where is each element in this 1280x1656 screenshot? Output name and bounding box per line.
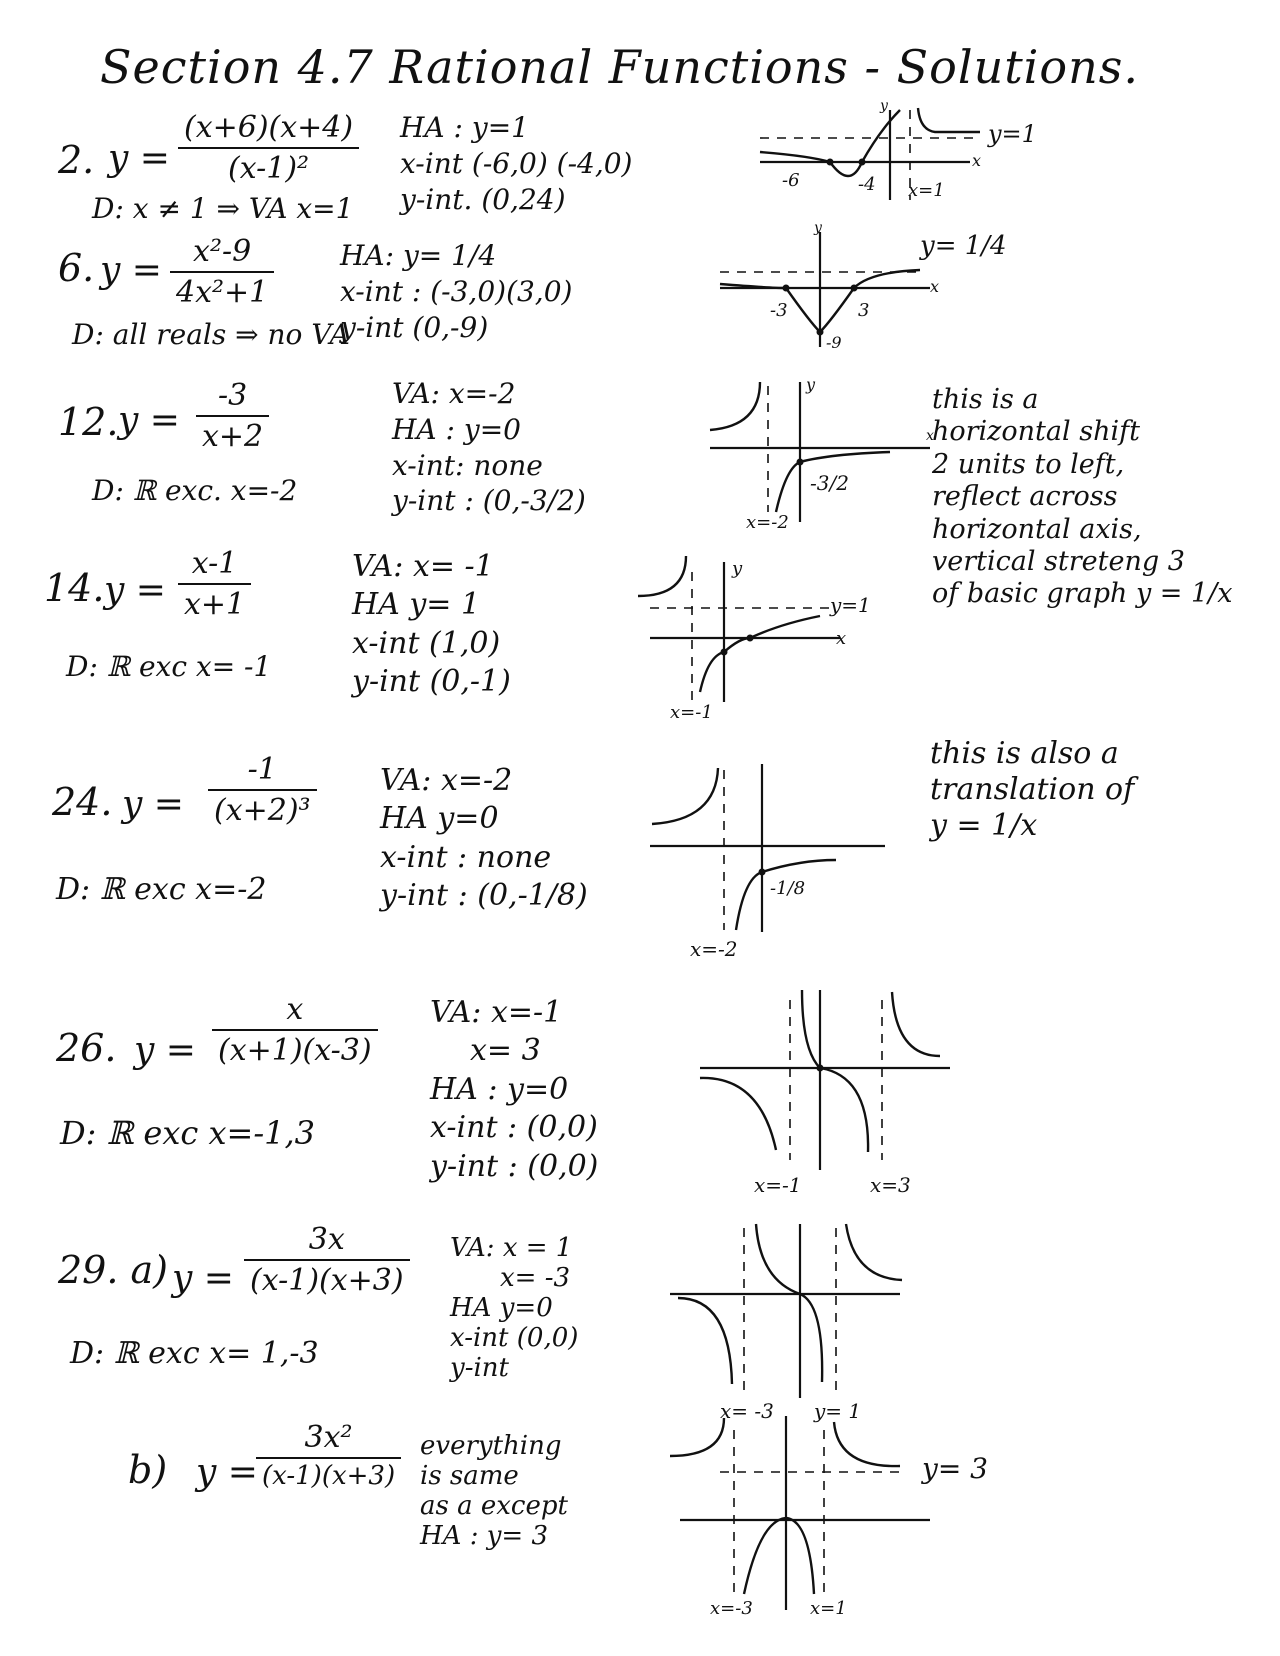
x-axis-label: x bbox=[836, 628, 847, 649]
fact: HA : y=0 bbox=[392, 412, 521, 446]
y-axis-label: y bbox=[880, 98, 888, 114]
curve-middle bbox=[744, 1518, 814, 1594]
graph bbox=[720, 222, 1020, 352]
problem-number: 12. bbox=[58, 400, 119, 444]
horizontal-asymptote-label: y=1 bbox=[830, 593, 871, 617]
fact: VA: x = 1 bbox=[450, 1233, 573, 1263]
page-title: Section 4.7 Rational Functions - Solutions. bbox=[100, 40, 1139, 94]
fraction bbox=[208, 752, 317, 828]
graph bbox=[690, 372, 940, 532]
fraction bbox=[196, 378, 269, 454]
vertical-asymptote-label: y= 1 bbox=[814, 1399, 862, 1423]
tick-label: -3 bbox=[770, 300, 788, 321]
fact: HA: y= 1/4 bbox=[340, 239, 497, 272]
facts bbox=[392, 376, 586, 519]
curve-left bbox=[638, 556, 686, 596]
numerator: 3x bbox=[308, 1222, 345, 1257]
curve-left bbox=[678, 1298, 732, 1384]
tick-label: -1/8 bbox=[770, 878, 806, 899]
note-line: horizontal shift bbox=[932, 416, 1140, 448]
curve-left bbox=[760, 110, 900, 176]
fact: x-int (-6,0) (-4,0) bbox=[400, 146, 633, 180]
curve-left bbox=[670, 1418, 724, 1456]
numerator: 3x² bbox=[304, 1420, 353, 1455]
note bbox=[930, 736, 1134, 844]
x-axis-label: x bbox=[972, 151, 982, 170]
y-axis-label: y bbox=[814, 220, 822, 236]
numerator: x-1 bbox=[191, 546, 238, 581]
problem-number: 26. bbox=[56, 1026, 117, 1070]
x-intercept-point bbox=[851, 285, 858, 292]
note-line: 2 units to left, bbox=[932, 448, 1125, 480]
graph bbox=[750, 100, 1040, 210]
denominator: x+1 bbox=[184, 587, 246, 622]
vertical-asymptote-label: x=-2 bbox=[746, 512, 789, 533]
fraction-bar bbox=[178, 583, 251, 585]
note-line: translation of bbox=[930, 772, 1135, 807]
numerator: x bbox=[286, 992, 304, 1027]
fraction bbox=[212, 992, 378, 1068]
denominator: (x-1)(x+3) bbox=[250, 1263, 404, 1298]
curve-left bbox=[700, 1078, 776, 1150]
fact: x-int : none bbox=[380, 839, 552, 875]
fact: x-int: none bbox=[392, 448, 543, 482]
fact: HA : y=1 bbox=[400, 111, 529, 144]
y-equals: y = bbox=[172, 1258, 234, 1299]
fraction-bar bbox=[196, 415, 269, 417]
graph bbox=[690, 980, 960, 1200]
y-axis-label: y bbox=[806, 375, 816, 394]
curve-middle bbox=[802, 990, 868, 1152]
fact: x-int : (-3,0)(3,0) bbox=[340, 274, 573, 308]
fraction-bar bbox=[208, 789, 317, 791]
facts bbox=[450, 1234, 578, 1383]
problem-number: 2. bbox=[58, 138, 95, 182]
note-line: reflect across bbox=[932, 481, 1118, 513]
facts bbox=[430, 994, 598, 1186]
horizontal-asymptote-label: y=1 bbox=[988, 120, 1037, 148]
horizontal-asymptote-label: y= 1/4 bbox=[920, 231, 1007, 261]
fraction-bar bbox=[256, 1457, 401, 1459]
fact: y-int. (0,24) bbox=[400, 182, 566, 216]
y-axis-label: y bbox=[732, 558, 743, 579]
tick-label: -3/2 bbox=[810, 471, 849, 495]
vertical-asymptote-label: x=1 bbox=[810, 1598, 847, 1619]
facts bbox=[400, 110, 632, 217]
problem-number: b) bbox=[128, 1448, 168, 1492]
graph bbox=[660, 1410, 1040, 1620]
fact: y-int : (0,0) bbox=[430, 1148, 599, 1184]
x-intercept-point bbox=[827, 159, 834, 166]
problem-number: 6. bbox=[58, 246, 95, 290]
fact: y-int : (0,-3/2) bbox=[392, 484, 586, 518]
vertical-asymptote-label: x=-1 bbox=[670, 702, 713, 723]
vertical-asymptote-label: x=-3 bbox=[710, 1598, 753, 1619]
vertical-asymptote-label: x=-1 bbox=[754, 1173, 802, 1197]
denominator: (x+2)³ bbox=[214, 793, 311, 828]
problem-number: 14. bbox=[44, 566, 105, 610]
graph bbox=[640, 760, 890, 960]
domain: D: ℝ exc x= 1,-3 bbox=[70, 1336, 319, 1371]
x-axis-label: x bbox=[930, 277, 940, 296]
note-line: y = 1/x bbox=[930, 808, 1038, 843]
fact: VA: x=-2 bbox=[380, 763, 513, 798]
fact: as a except bbox=[420, 1490, 568, 1521]
domain: D: all reals ⇒ no VA bbox=[72, 318, 350, 351]
fraction-bar bbox=[244, 1259, 410, 1261]
fact: VA: x=-2 bbox=[392, 377, 516, 410]
graph bbox=[660, 1214, 930, 1424]
x-intercept-point bbox=[747, 635, 754, 642]
fact: HA : y=0 bbox=[430, 1071, 569, 1107]
y-equals: y = bbox=[108, 138, 170, 179]
fact: HA y=0 bbox=[380, 801, 499, 837]
fact: y-int : (0,-1/8) bbox=[380, 878, 588, 914]
problem-number: 24. bbox=[52, 780, 113, 824]
fact: HA : y= 3 bbox=[420, 1520, 549, 1551]
domain: D: ℝ exc x=-2 bbox=[56, 872, 267, 907]
x-intercept-point bbox=[783, 285, 790, 292]
note-line: horizontal axis, bbox=[932, 513, 1142, 545]
domain: D: x ≠ 1 ⇒ VA x=1 bbox=[92, 192, 354, 225]
fact: VA: x=-1 bbox=[430, 995, 563, 1030]
facts bbox=[340, 238, 572, 345]
fact: y-int bbox=[450, 1352, 509, 1383]
fact: x-int (0,0) bbox=[450, 1322, 579, 1353]
facts bbox=[420, 1432, 568, 1552]
x-axis-label: x bbox=[926, 428, 934, 444]
fact: x-int (1,0) bbox=[352, 625, 501, 661]
vertical-asymptote-label: x=1 bbox=[908, 180, 945, 201]
tick-label: 3 bbox=[858, 300, 870, 321]
numerator: x²-9 bbox=[193, 234, 252, 269]
y-intercept-point bbox=[721, 649, 728, 656]
y-equals: y = bbox=[104, 570, 166, 611]
curve-right bbox=[918, 108, 980, 132]
curve-middle bbox=[756, 1224, 822, 1382]
numerator: -3 bbox=[217, 378, 248, 413]
horizontal-asymptote-label: y= 3 bbox=[922, 1452, 988, 1485]
denominator: (x+1)(x-3) bbox=[218, 1033, 372, 1068]
fraction-bar bbox=[178, 147, 359, 149]
origin-point bbox=[817, 1065, 824, 1072]
fact: VA: x= -1 bbox=[352, 549, 494, 584]
fraction bbox=[244, 1222, 410, 1298]
tick-label: -9 bbox=[826, 333, 842, 352]
fraction bbox=[170, 234, 274, 310]
facts bbox=[352, 548, 511, 702]
fraction bbox=[256, 1420, 401, 1491]
fact: everything bbox=[420, 1431, 562, 1461]
curve-right bbox=[892, 992, 940, 1056]
fact: x= -3 bbox=[500, 1262, 571, 1293]
tick-label: -4 bbox=[858, 174, 876, 195]
curve-left bbox=[652, 768, 718, 824]
x-intercept-point bbox=[859, 159, 866, 166]
y-equals: y = bbox=[100, 250, 162, 291]
numerator: (x+6)(x+4) bbox=[184, 110, 354, 145]
graph bbox=[630, 552, 920, 722]
curve-left bbox=[710, 382, 760, 430]
note-line: of basic graph y = 1/x bbox=[932, 578, 1233, 610]
fraction bbox=[178, 110, 359, 186]
numerator: -1 bbox=[247, 752, 277, 787]
denominator: (x-1)(x+3) bbox=[262, 1461, 396, 1491]
vertical-asymptote-label: x=-2 bbox=[690, 937, 738, 961]
y-intercept-point bbox=[817, 329, 824, 336]
tick-label: -6 bbox=[782, 170, 800, 191]
y-equals: y = bbox=[134, 1030, 196, 1071]
fact: y-int (0,-1) bbox=[352, 664, 511, 700]
curve-right bbox=[700, 616, 820, 692]
y-equals: y = bbox=[118, 400, 180, 441]
fact: y-int (0,-9) bbox=[340, 310, 489, 344]
fact: HA y= 1 bbox=[352, 587, 481, 623]
fact: is same bbox=[420, 1460, 519, 1491]
note-line: vertical streteng 3 bbox=[932, 545, 1185, 577]
fraction-bar bbox=[212, 1029, 378, 1031]
domain: D: ℝ exc. x=-2 bbox=[92, 474, 298, 507]
problem-number: 29. a) bbox=[58, 1248, 168, 1292]
note-line: this is a bbox=[932, 384, 1039, 415]
y-intercept-point bbox=[759, 869, 766, 876]
domain: D: ℝ exc x= -1 bbox=[66, 650, 272, 683]
y-equals: y = bbox=[122, 784, 184, 825]
curve-right bbox=[846, 1224, 902, 1280]
fraction bbox=[178, 546, 251, 622]
domain: D: ℝ exc x=-1,3 bbox=[60, 1114, 316, 1152]
denominator: x+2 bbox=[202, 419, 264, 454]
fact: x= 3 bbox=[470, 1033, 541, 1069]
y-equals: y = bbox=[196, 1452, 258, 1493]
note-line: this is also a bbox=[930, 736, 1119, 771]
vertical-asymptote-label: x= -3 bbox=[720, 1399, 774, 1423]
fact: x-int : (0,0) bbox=[430, 1110, 598, 1146]
denominator: (x-1)² bbox=[228, 151, 310, 186]
note bbox=[932, 384, 1233, 611]
vertical-asymptote-label: x=3 bbox=[870, 1173, 911, 1197]
fact: HA y=0 bbox=[450, 1292, 553, 1323]
fraction-bar bbox=[170, 271, 274, 273]
facts bbox=[380, 762, 588, 916]
y-intercept-point bbox=[797, 459, 804, 466]
curve-right bbox=[834, 1422, 900, 1466]
denominator: 4x²+1 bbox=[176, 275, 269, 310]
